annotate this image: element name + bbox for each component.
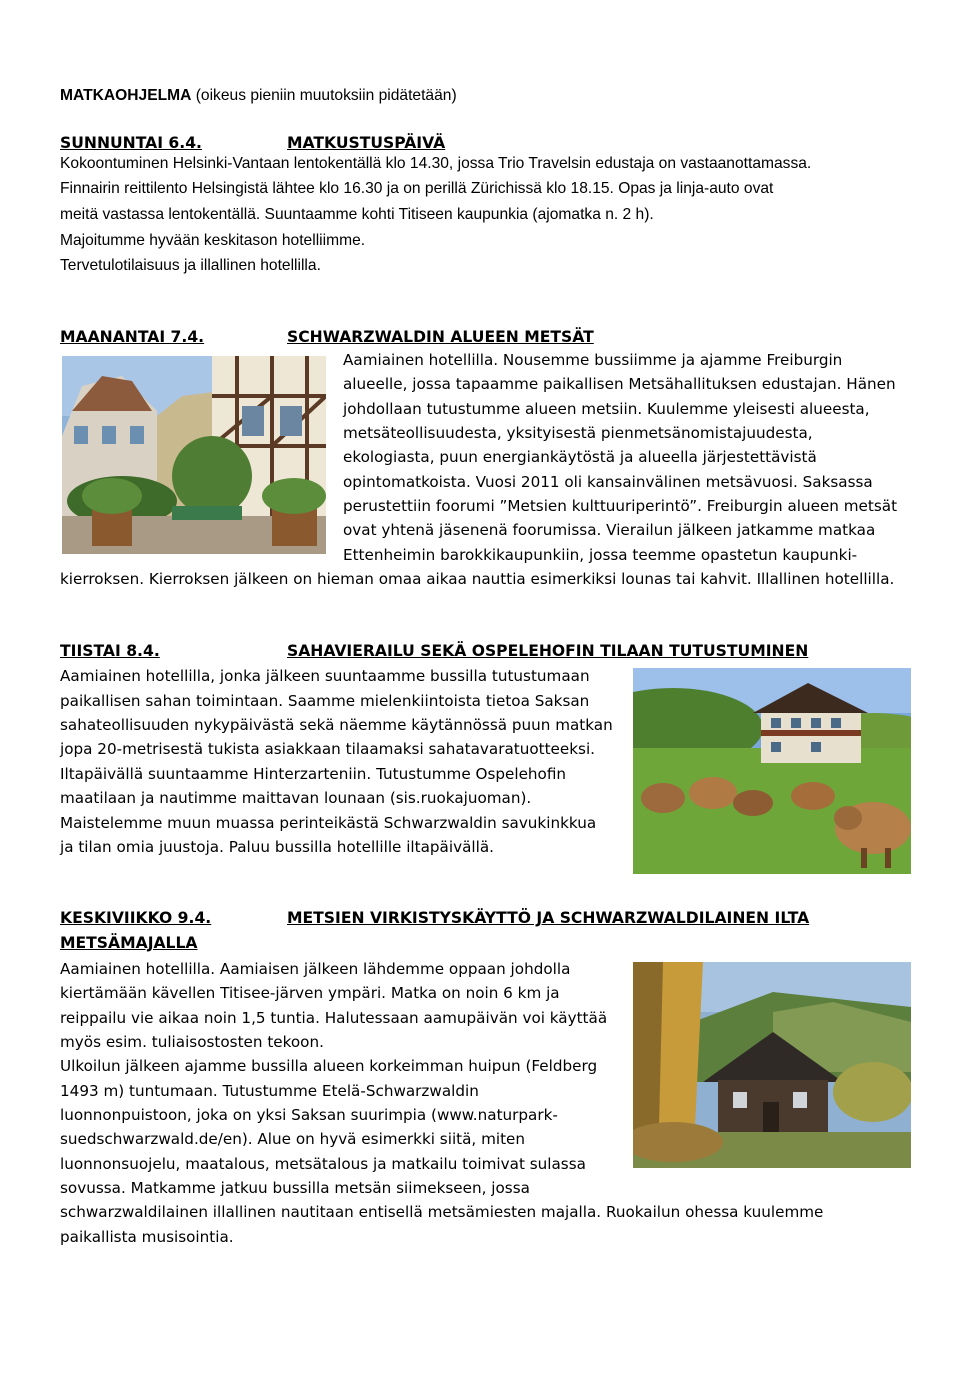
paragraph-line: ja tilan omia juustoja. Paluu bussilla hotellille iltapäivällä. [60, 838, 494, 856]
day-heading-sunday: SUNNUNTAI 6.4. [60, 134, 202, 152]
paragraph-line: paikallisen sahan toimintaan. Saamme mielenkiintoista tietoa Saksan [60, 692, 590, 710]
photo-forest-cabin [633, 962, 911, 1168]
paragraph-line: johdollaan tutustumme alueen metsiin. Kuulemme yleisesti alueesta, [343, 400, 870, 418]
paragraph-line: kiertämään kävellen Titisee-järven ympäri. Matka on noin 6 km ja [60, 984, 560, 1002]
program-title-bold: MATKAOHJELMA [60, 87, 192, 104]
paragraph-line: perustettiin foorumi ”Metsien kulttuuriperintö”. Freiburgin alueen metsät [343, 497, 898, 515]
paragraph-line: meitä vastassa lentokentällä. Suuntaamme kohti Titiseen kaupunkia (ajomatka n. 2 h). [60, 206, 654, 223]
paragraph-line: alueelle, jossa tapaamme paikallisen Metsähallituksen edustajan. Hänen [343, 375, 896, 393]
paragraph-line: ekologiasta, puun energiankäytöstä ja alueella järjestettävistä [343, 448, 817, 466]
paragraph-line: Majoitumme hyvään keskitason hotelliimme. [60, 232, 366, 249]
paragraph-line: Kokoontuminen Helsinki-Vantaan lentokentällä klo 14.30, jossa Trio Travelsin edustaja on vastaanottamassa. [60, 155, 812, 172]
photo-village-square [62, 356, 326, 554]
paragraph-line: luonnonsuojelu, maatalous, metsätalous ja matkailu toimivat sulassa [60, 1155, 586, 1173]
section-title-monday: SCHWARZWALDIN ALUEEN METSÄT [287, 328, 594, 346]
paragraph-line: Ettenheimin barokkikaupunkiin, jossa teemme opastetun kaupunki- [343, 546, 858, 564]
section-title-tuesday: SAHAVIERAILU SEKÄ OSPELEHOFIN TILAAN TUTUSTUMINEN [287, 642, 809, 660]
photo-farm-highland-cattle [633, 668, 911, 874]
paragraph-line: opintomatkoista. Vuosi 2011 oli kansainvälinen metsävuosi. Saksassa [343, 473, 873, 491]
paragraph-line: suedschwarzwald.de/en). Alue on hyvä esimerkki siitä, miten [60, 1130, 526, 1148]
section-title-wednesday-cont: METSÄMAJALLA [60, 934, 198, 952]
day-heading-monday: MAANANTAI 7.4. [60, 328, 205, 346]
day-heading-wednesday: KESKIVIIKKO 9.4. [60, 909, 212, 927]
paragraph-line: sovussa. Matkamme jatkuu bussilla metsän siimekseen, jossa [60, 1179, 530, 1197]
paragraph-line: myös esim. tuliaisostosten tekoon. [60, 1033, 324, 1051]
paragraph-line: Aamiainen hotellilla. Nousemme bussiimme ja ajamme Freiburgin [343, 351, 843, 369]
section-title-sunday: MATKUSTUSPÄIVÄ [287, 134, 446, 152]
paragraph-line: ovat yhtenä jäsenenä foorumissa. Vierailun jälkeen jatkamme matkaa [343, 521, 876, 539]
program-title-note: (oikeus pieniin muutoksiin pidätetään) [191, 87, 457, 104]
paragraph-line: Finnairin reittilento Helsingistä lähtee klo 16.30 ja on perillä Zürichissä klo 18.15. Opas ja linja-auto ovat [60, 180, 774, 197]
day-heading-tuesday: TIISTAI 8.4. [60, 642, 160, 660]
paragraph-line: jopa 20-metrisestä tukista asiakkaan tilaamaksi sahatavaratuotteeksi. [60, 740, 595, 758]
paragraph-line: sahateollisuuden nykypäivästä sekä näemme käytännössä puun matkan [60, 716, 613, 734]
paragraph-line: Maistelemme muun muassa perinteikästä Schwarzwaldin savukinkkua [60, 814, 597, 832]
paragraph-line: maatilaan ja nautimme maittavan lounaan (sis.ruokajuoman). [60, 789, 532, 807]
paragraph-line: 1493 m) tuntumaan. Tutustumme Etelä-Schwarzwaldin [60, 1082, 479, 1100]
paragraph-line: metsäteollisuudesta, yksityisestä pienmetsänomistajuudesta, [343, 424, 813, 442]
paragraph-line: Iltapäivällä suuntaamme Hinterzarteniin. Tutustumme Ospelehofin [60, 765, 567, 783]
paragraph-line: luonnonpuistoon, joka on yksi Saksan suurimpia (www.naturpark- [60, 1106, 558, 1124]
section-title-wednesday: METSIEN VIRKISTYSKÄYTTÖ JA SCHWARZWALDILAINEN ILTA [287, 909, 810, 927]
paragraph-line: Tervetulotilaisuus ja illallinen hotellilla. [60, 257, 321, 274]
paragraph-line: Ulkoilun jälkeen ajamme bussilla alueen korkeimman huipun (Feldberg [60, 1057, 598, 1075]
paragraph-line: schwarzwaldilainen illallinen nautitaan entisellä metsämiesten majalla. Ruokailun ohessa kuulemme [60, 1203, 824, 1221]
paragraph-line: Aamiainen hotellilla, jonka jälkeen suuntaamme bussilla tutustumaan [60, 667, 590, 685]
paragraph-line: kierroksen. Kierroksen jälkeen on hieman omaa aikaa nauttia esimerkiksi lounas tai kahvit. Illallinen hotellilla. [60, 570, 895, 588]
paragraph-line: Aamiainen hotellilla. Aamiaisen jälkeen lähdemme oppaan johdolla [60, 960, 571, 978]
program-title [60, 84, 457, 108]
paragraph-line: reippailu vie aikaa noin 1,5 tuntia. Halutessaan aamupäivän voi käyttää [60, 1009, 608, 1027]
paragraph-line: paikallista musisointia. [60, 1228, 234, 1246]
